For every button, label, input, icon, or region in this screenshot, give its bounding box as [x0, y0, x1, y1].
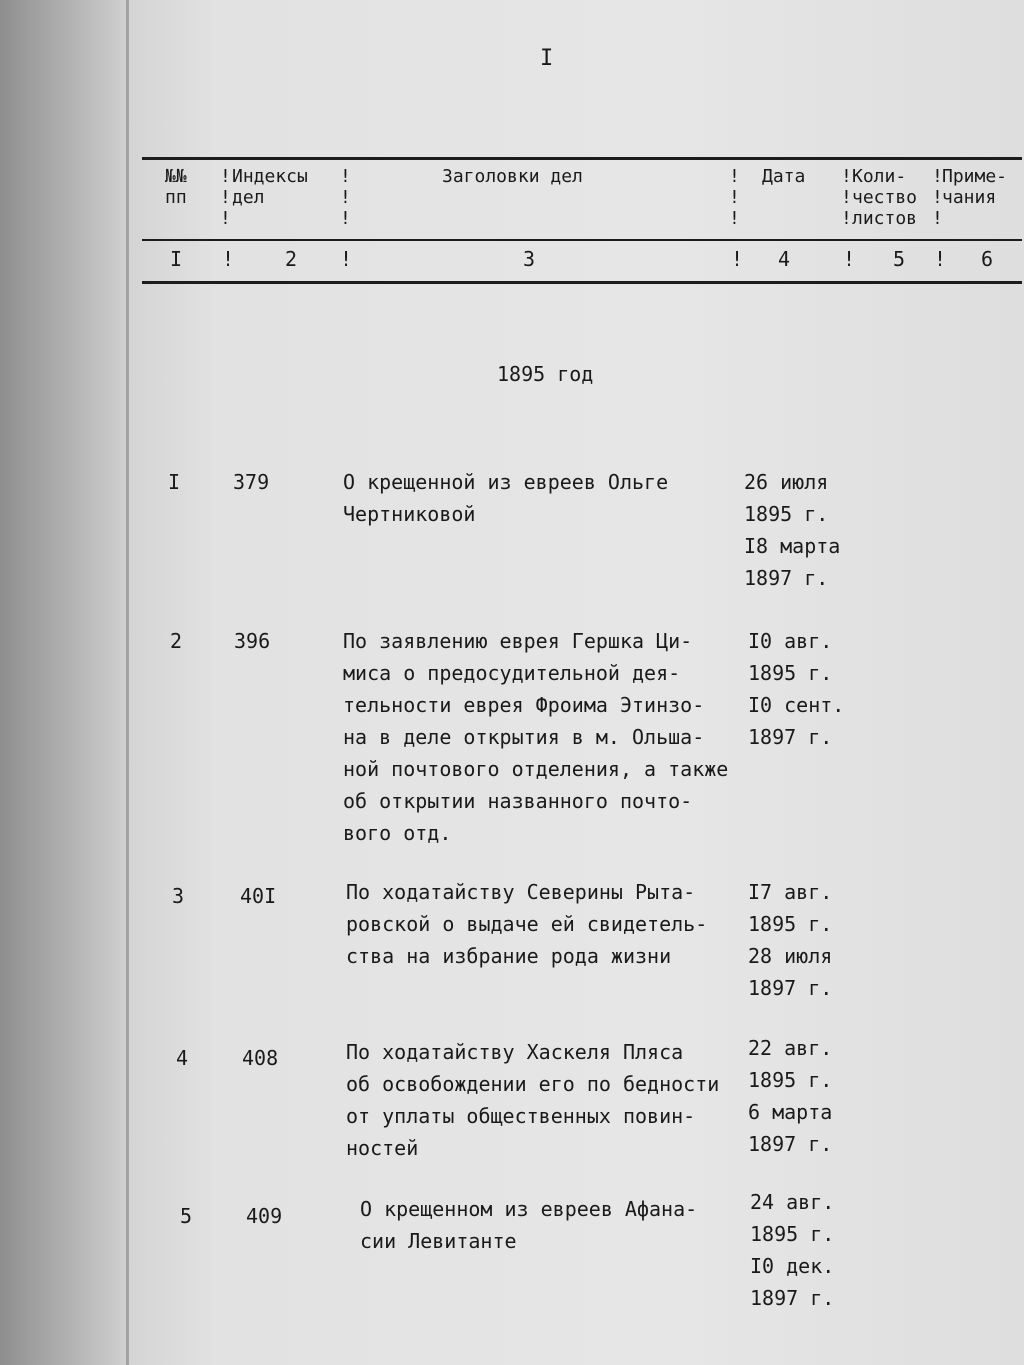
header-separator: ! ! !	[220, 166, 231, 229]
column-separator: !	[340, 247, 353, 271]
header-col-notes: Приме- чания	[942, 166, 1008, 208]
row-index: 409	[246, 1204, 283, 1228]
row-title: О крещенной из евреев Ольге Чертниковой	[343, 470, 669, 526]
header-col-index: Индексы дел	[232, 166, 308, 208]
row-date: I7 авг. 1895 г. 28 июля 1897 г.	[748, 880, 833, 1000]
row-title: По ходатайству Северины Рыта- ровской о выдаче ей свидетель- ства на избрание рода жизни	[346, 880, 708, 968]
row-date: 26 июля 1895 г. I8 марта 1897 г.	[744, 470, 841, 590]
column-separator: !	[731, 247, 744, 271]
header-separator: ! ! !	[729, 166, 740, 229]
header-separator: ! ! !	[841, 166, 852, 229]
row-number: I	[168, 470, 181, 494]
header-col-number: №№ пп	[165, 166, 187, 208]
row-date: 24 авг. 1895 г. I0 дек. 1897 г.	[750, 1190, 835, 1310]
header-separator: ! ! !	[932, 166, 943, 229]
column-number: 3	[523, 247, 536, 271]
column-number: I	[170, 247, 183, 271]
left-page-shadow	[0, 0, 130, 1365]
column-number: 4	[778, 247, 791, 271]
row-index: 408	[242, 1046, 279, 1070]
column-number: 6	[981, 247, 994, 271]
header-col-date: Дата	[762, 166, 806, 187]
header-bottom-rule	[142, 281, 1022, 284]
row-index: 396	[234, 629, 271, 653]
column-separator: !	[934, 247, 947, 271]
row-title: По ходатайству Хаскеля Пляса об освобождении его по бедности от уплаты общественных повин- ностей	[346, 1040, 720, 1160]
column-separator: !	[843, 247, 856, 271]
row-title: По заявлению еврея Гершка Ци- миса о предосудительной дея- тельности еврея Фроима Этинзо- на в деле открытия в м. Ольша- ной почтового отделения, а также об открытии названного почто- вого отд.	[343, 629, 729, 845]
column-number: 2	[285, 247, 298, 271]
row-number: 2	[170, 629, 183, 653]
page-number: I	[540, 46, 554, 71]
row-number: 4	[176, 1046, 189, 1070]
column-separator: !	[222, 247, 235, 271]
page-fold	[126, 0, 129, 1365]
row-date: 22 авг. 1895 г. 6 марта 1897 г.	[748, 1036, 833, 1156]
column-number: 5	[893, 247, 906, 271]
header-top-rule	[142, 157, 1022, 160]
row-date: I0 авг. 1895 г. I0 сент. 1897 г.	[748, 629, 845, 749]
row-index: 379	[233, 470, 270, 494]
header-separator: ! ! !	[340, 166, 351, 229]
header-mid-rule	[142, 239, 1022, 241]
row-index: 40I	[240, 884, 277, 908]
row-number: 5	[180, 1204, 193, 1228]
row-number: 3	[172, 884, 185, 908]
year-heading: 1895 год	[497, 362, 594, 386]
header-col-sheets: Коли- чество листов	[852, 166, 918, 229]
header-col-title: Заголовки дел	[442, 166, 583, 187]
row-title: О крещенном из евреев Афана- сии Левитанте	[360, 1197, 698, 1253]
